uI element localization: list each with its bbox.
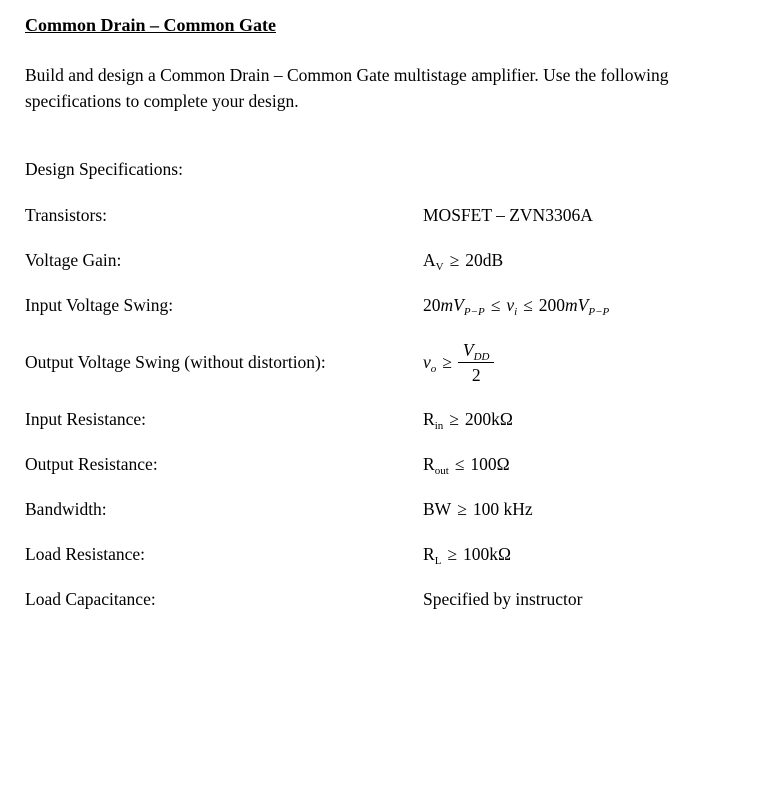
value-symbol: R xyxy=(423,454,435,474)
fraction xyxy=(458,339,495,386)
spec-label: Bandwidth: xyxy=(25,499,107,519)
value-subscript: out xyxy=(434,465,449,477)
section-heading: Design Specifications: xyxy=(25,159,183,179)
value-quantity: 200kΩ xyxy=(464,409,513,429)
relation-symbol: ≥ xyxy=(447,544,458,564)
spec-value: Specified by instructor xyxy=(423,589,583,609)
spec-label: Load Capacitance: xyxy=(25,589,156,609)
spec-label: Voltage Gain: xyxy=(25,250,122,270)
relation-symbol: ≥ xyxy=(457,499,467,519)
spec-row-bandwidth xyxy=(25,498,752,521)
spec-value xyxy=(423,339,752,386)
spec-row-transistors xyxy=(25,204,752,227)
value-symbol: A xyxy=(423,250,436,270)
value-subscript: in xyxy=(434,420,444,432)
intro-paragraph: Build and design a Common Drain – Common Gate multistage amplifier. Use the following specifications to complete your design. xyxy=(25,65,669,111)
spec-row-load-resistance xyxy=(25,543,752,566)
spec-label: Output Voltage Swing (without distortion): xyxy=(25,352,326,372)
math-variable-group xyxy=(423,351,436,374)
spec-label: Input Voltage Swing: xyxy=(25,295,174,315)
math-subscript: P−P xyxy=(588,306,610,318)
spec-label: Input Resistance: xyxy=(25,409,147,429)
spec-table xyxy=(25,204,752,611)
spec-value xyxy=(423,408,752,431)
fraction-numerator xyxy=(458,339,495,363)
math-variable: mV xyxy=(440,295,464,315)
value-quantity: 100 kHz xyxy=(472,499,533,519)
value-symbol: BW xyxy=(423,499,452,519)
spec-label: Output Resistance: xyxy=(25,454,158,474)
relation-symbol: ≤ xyxy=(523,295,533,315)
value-quantity: 100Ω xyxy=(470,454,510,474)
value-quantity: 20dB xyxy=(465,250,504,270)
relation-symbol: ≤ xyxy=(490,295,501,315)
math-subscript: o xyxy=(430,363,437,375)
math-variable: v xyxy=(423,352,431,372)
relation-symbol: ≥ xyxy=(449,409,459,429)
spec-row-input-voltage-swing xyxy=(25,294,752,317)
spec-value xyxy=(423,498,752,521)
math-number: 20 xyxy=(423,295,441,315)
value-symbol: R xyxy=(423,409,435,429)
spec-value xyxy=(423,249,752,272)
math-variable: V xyxy=(462,340,474,360)
math-subscript: P−P xyxy=(463,306,485,318)
page-title: Common Drain – Common Gate xyxy=(25,15,276,35)
spec-row-voltage-gain xyxy=(25,249,752,272)
spec-row-output-voltage-swing xyxy=(25,339,752,386)
spec-value: MOSFET – ZVN3306A xyxy=(423,205,593,225)
spec-label: Transistors: xyxy=(25,205,108,225)
spec-row-load-capacitance xyxy=(25,588,752,611)
value-subscript: L xyxy=(434,555,442,567)
value-symbol: R xyxy=(423,544,435,564)
math-variable: mV xyxy=(565,295,589,315)
relation-symbol: ≤ xyxy=(454,454,465,474)
spec-value xyxy=(423,543,752,566)
math-number: 200 xyxy=(538,295,566,315)
spec-row-input-resistance xyxy=(25,408,752,431)
relation-symbol: ≥ xyxy=(449,250,460,270)
spec-row-output-resistance xyxy=(25,453,752,476)
fraction-denominator: 2 xyxy=(471,365,481,385)
value-quantity: 100kΩ xyxy=(463,544,512,564)
math-subscript: DD xyxy=(473,351,490,363)
spec-label: Load Resistance: xyxy=(25,544,146,564)
relation-symbol: ≥ xyxy=(442,352,452,372)
spec-value xyxy=(423,294,752,317)
math-subscript: i xyxy=(514,306,518,318)
math-variable: v xyxy=(506,295,515,315)
spec-value xyxy=(423,453,752,476)
value-subscript: V xyxy=(435,261,444,273)
